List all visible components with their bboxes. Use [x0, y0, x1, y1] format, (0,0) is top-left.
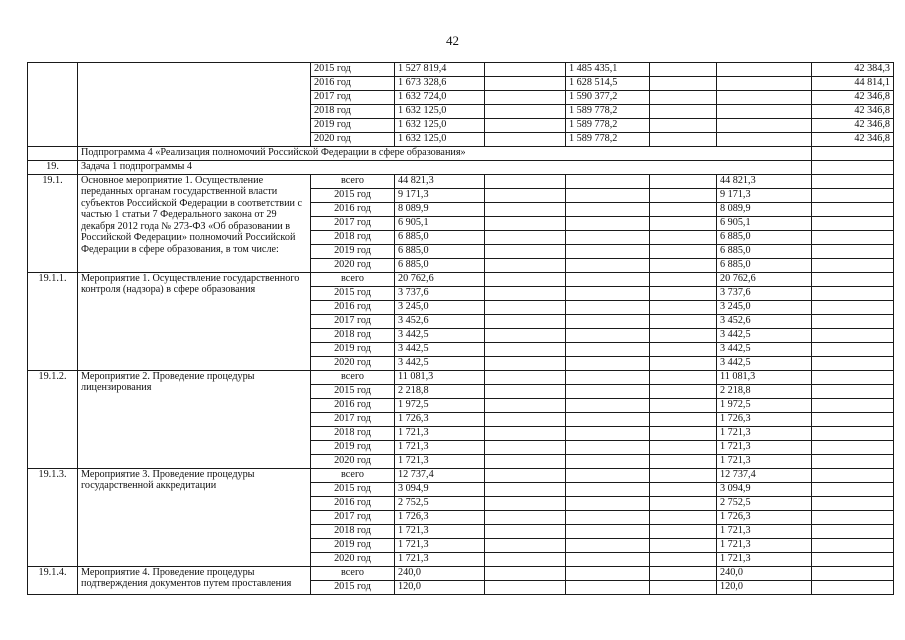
empty-cell: [566, 539, 650, 553]
fed-cell: 1 485 435,1: [566, 63, 650, 77]
regional-cell: 11 081,3: [717, 371, 812, 385]
total-cell: 6 885,0: [395, 231, 485, 245]
empty-cell: [485, 203, 566, 217]
year-cell: 2015 год: [311, 189, 395, 203]
regional-cell: 3 442,5: [717, 329, 812, 343]
empty-cell: [485, 329, 566, 343]
empty-cell: [566, 385, 650, 399]
empty-cell: [812, 189, 894, 203]
empty-cell: [28, 147, 78, 161]
empty-cell: [812, 329, 894, 343]
regional-cell: 3 442,5: [717, 357, 812, 371]
total-cell: 3 094,9: [395, 483, 485, 497]
subprogram-title: Подпрограмма 4 «Реализация полномочий Российской Федерации в сфере образования»: [78, 147, 812, 161]
empty-cell: [812, 497, 894, 511]
year-cell: 2016 год: [311, 497, 395, 511]
empty-cell: [485, 581, 566, 595]
empty-cell: [650, 567, 717, 581]
fed-cell: 1 589 778,2: [566, 133, 650, 147]
empty-cell: [812, 203, 894, 217]
empty-cell: [812, 301, 894, 315]
fed-cell: 1 589 778,2: [566, 105, 650, 119]
empty-cell: [485, 105, 566, 119]
regional-cell: 6 885,0: [717, 259, 812, 273]
item-name: Мероприятие 3. Проведение процедуры государственной аккредитации: [78, 469, 311, 567]
regional-cell: 9 171,3: [717, 189, 812, 203]
regional-cell: 240,0: [717, 567, 812, 581]
empty-cell: [812, 147, 894, 161]
year-cell: 2020 год: [311, 357, 395, 371]
task-num: 19.: [28, 161, 78, 175]
empty-cell: [650, 553, 717, 567]
empty-cell: [717, 105, 812, 119]
empty-cell: [485, 273, 566, 287]
empty-cell: [650, 119, 717, 133]
total-cell: 1 527 819,4: [395, 63, 485, 77]
total-cell: 1 673 328,6: [395, 77, 485, 91]
other-cell: 42 346,8: [812, 91, 894, 105]
empty-cell: [485, 553, 566, 567]
empty-cell: [812, 553, 894, 567]
empty-cell: [650, 175, 717, 189]
empty-cell: [812, 469, 894, 483]
empty-cell: [566, 371, 650, 385]
total-cell: 1 721,3: [395, 525, 485, 539]
empty-cell: [485, 245, 566, 259]
regional-cell: 8 089,9: [717, 203, 812, 217]
task-row: [28, 161, 894, 175]
empty-cell: [650, 91, 717, 105]
empty-cell: [485, 413, 566, 427]
empty-cell: [650, 371, 717, 385]
regional-cell: 6 885,0: [717, 231, 812, 245]
empty-cell: [485, 469, 566, 483]
total-cell: 1 632 125,0: [395, 119, 485, 133]
empty-cell: [566, 413, 650, 427]
empty-cell: [812, 343, 894, 357]
empty-cell: [566, 259, 650, 273]
year-cell: 2020 год: [311, 133, 395, 147]
empty-cell: [812, 259, 894, 273]
empty-cell: [650, 497, 717, 511]
empty-cell: [650, 63, 717, 77]
total-cell: 2 218,8: [395, 385, 485, 399]
total-cell: 1 721,3: [395, 455, 485, 469]
total-cell: 11 081,3: [395, 371, 485, 385]
year-cell: 2017 год: [311, 91, 395, 105]
empty-cell: [650, 231, 717, 245]
year-cell: 2017 год: [311, 413, 395, 427]
empty-cell: [650, 525, 717, 539]
empty-cell: [566, 287, 650, 301]
year-cell: 2019 год: [311, 441, 395, 455]
regional-cell: 2 218,8: [717, 385, 812, 399]
year-cell: 2016 год: [311, 77, 395, 91]
other-cell: 42 346,8: [812, 105, 894, 119]
empty-cell: [566, 245, 650, 259]
total-cell: 3 737,6: [395, 287, 485, 301]
empty-cell: [650, 329, 717, 343]
empty-cell: [485, 357, 566, 371]
total-cell: 9 171,3: [395, 189, 485, 203]
empty-cell: [566, 357, 650, 371]
regional-cell: 6 885,0: [717, 245, 812, 259]
empty-cell: [812, 273, 894, 287]
empty-cell: [566, 455, 650, 469]
empty-cell: [566, 553, 650, 567]
empty-cell: [650, 469, 717, 483]
total-cell: 240,0: [395, 567, 485, 581]
total-cell: 20 762,6: [395, 273, 485, 287]
total-cell: 1 721,3: [395, 539, 485, 553]
empty-cell: [650, 315, 717, 329]
num-cell: [28, 63, 78, 147]
item-name: Мероприятие 4. Проведение процедуры подтверждения документов путем проставления: [78, 567, 311, 595]
empty-cell: [566, 217, 650, 231]
regional-cell: 1 721,3: [717, 455, 812, 469]
empty-cell: [485, 399, 566, 413]
empty-cell: [812, 511, 894, 525]
table-body: [28, 63, 894, 595]
fed-cell: 1 589 778,2: [566, 119, 650, 133]
year-cell: 2018 год: [311, 329, 395, 343]
empty-cell: [650, 287, 717, 301]
empty-cell: [485, 441, 566, 455]
regional-cell: 2 752,5: [717, 497, 812, 511]
year-cell: 2017 год: [311, 217, 395, 231]
year-cell: 2019 год: [311, 539, 395, 553]
item-num: 19.1.1.: [28, 273, 78, 371]
regional-cell: 44 821,3: [717, 175, 812, 189]
empty-cell: [566, 175, 650, 189]
empty-cell: [812, 217, 894, 231]
total-cell: 1 721,3: [395, 553, 485, 567]
year-cell: 2020 год: [311, 553, 395, 567]
empty-cell: [812, 455, 894, 469]
empty-cell: [650, 441, 717, 455]
year-cell: всего: [311, 371, 395, 385]
total-cell: 8 089,9: [395, 203, 485, 217]
total-cell: 6 905,1: [395, 217, 485, 231]
total-cell: 3 442,5: [395, 329, 485, 343]
page-number: 42: [446, 33, 459, 48]
regional-cell: 1 721,3: [717, 539, 812, 553]
total-cell: 1 632 125,0: [395, 133, 485, 147]
empty-cell: [812, 231, 894, 245]
other-cell: 42 384,3: [812, 63, 894, 77]
year-cell: 2015 год: [311, 483, 395, 497]
item-num: 19.1.4.: [28, 567, 78, 595]
empty-cell: [650, 77, 717, 91]
empty-cell: [485, 259, 566, 273]
empty-cell: [650, 455, 717, 469]
table-row: [28, 273, 894, 287]
item-num: 19.1.3.: [28, 469, 78, 567]
year-cell: 2016 год: [311, 301, 395, 315]
empty-cell: [650, 273, 717, 287]
regional-cell: 12 737,4: [717, 469, 812, 483]
empty-cell: [717, 63, 812, 77]
year-cell: 2015 год: [311, 287, 395, 301]
year-cell: 2019 год: [311, 119, 395, 133]
empty-cell: [566, 469, 650, 483]
empty-cell: [812, 385, 894, 399]
empty-cell: [717, 91, 812, 105]
total-cell: 1 721,3: [395, 441, 485, 455]
total-cell: 1 726,3: [395, 413, 485, 427]
regional-cell: 1 721,3: [717, 553, 812, 567]
empty-cell: [650, 483, 717, 497]
year-cell: 2020 год: [311, 455, 395, 469]
empty-cell: [812, 581, 894, 595]
empty-cell: [566, 525, 650, 539]
empty-cell: [650, 105, 717, 119]
regional-cell: 1 726,3: [717, 511, 812, 525]
year-cell: всего: [311, 175, 395, 189]
total-cell: 6 885,0: [395, 245, 485, 259]
empty-cell: [485, 511, 566, 525]
empty-cell: [650, 427, 717, 441]
empty-cell: [485, 455, 566, 469]
empty-cell: [566, 315, 650, 329]
empty-cell: [485, 539, 566, 553]
empty-cell: [650, 259, 717, 273]
item-num: 19.1.: [28, 175, 78, 273]
empty-cell: [566, 343, 650, 357]
total-cell: 3 442,5: [395, 357, 485, 371]
regional-cell: 3 442,5: [717, 343, 812, 357]
total-cell: 3 245,0: [395, 301, 485, 315]
year-cell: 2018 год: [311, 525, 395, 539]
empty-cell: [485, 217, 566, 231]
empty-cell: [650, 413, 717, 427]
regional-cell: 120,0: [717, 581, 812, 595]
empty-cell: [650, 217, 717, 231]
total-cell: 3 452,6: [395, 315, 485, 329]
item-name: Мероприятие 2. Проведение процедуры лицензирования: [78, 371, 311, 469]
empty-cell: [566, 301, 650, 315]
empty-cell: [717, 133, 812, 147]
year-cell: всего: [311, 469, 395, 483]
empty-cell: [812, 245, 894, 259]
empty-cell: [485, 497, 566, 511]
empty-cell: [485, 63, 566, 77]
year-cell: 2017 год: [311, 511, 395, 525]
empty-cell: [485, 119, 566, 133]
regional-cell: 3 737,6: [717, 287, 812, 301]
regional-cell: 1 721,3: [717, 441, 812, 455]
empty-cell: [812, 441, 894, 455]
empty-cell: [650, 189, 717, 203]
subprogram-row: [28, 147, 894, 161]
empty-cell: [650, 511, 717, 525]
year-cell: 2017 год: [311, 315, 395, 329]
empty-cell: [812, 357, 894, 371]
empty-cell: [650, 581, 717, 595]
year-cell: 2020 год: [311, 259, 395, 273]
empty-cell: [485, 483, 566, 497]
table-row: [28, 371, 894, 385]
regional-cell: 1 721,3: [717, 525, 812, 539]
regional-cell: 3 094,9: [717, 483, 812, 497]
table-row: [28, 567, 894, 581]
empty-cell: [485, 343, 566, 357]
empty-cell: [485, 287, 566, 301]
empty-cell: [717, 77, 812, 91]
year-cell: 2016 год: [311, 399, 395, 413]
year-cell: 2019 год: [311, 245, 395, 259]
empty-cell: [485, 427, 566, 441]
fed-cell: 1 628 514,5: [566, 77, 650, 91]
empty-cell: [717, 119, 812, 133]
empty-cell: [812, 287, 894, 301]
total-cell: 1 726,3: [395, 511, 485, 525]
empty-cell: [650, 245, 717, 259]
empty-cell: [650, 357, 717, 371]
empty-cell: [485, 175, 566, 189]
empty-cell: [566, 273, 650, 287]
empty-cell: [485, 315, 566, 329]
total-cell: 1 632 724,0: [395, 91, 485, 105]
empty-cell: [485, 385, 566, 399]
total-cell: 120,0: [395, 581, 485, 595]
year-cell: 2018 год: [311, 105, 395, 119]
regional-cell: 1 726,3: [717, 413, 812, 427]
year-cell: 2018 год: [311, 231, 395, 245]
year-cell: всего: [311, 567, 395, 581]
regional-cell: 3 452,6: [717, 315, 812, 329]
empty-cell: [485, 371, 566, 385]
budget-table: [27, 62, 894, 595]
empty-cell: [650, 399, 717, 413]
top-block-row: [28, 63, 894, 77]
other-cell: 42 346,8: [812, 133, 894, 147]
empty-cell: [485, 525, 566, 539]
regional-cell: 6 905,1: [717, 217, 812, 231]
task-title: Задача 1 подпрограммы 4: [78, 161, 812, 175]
empty-cell: [812, 413, 894, 427]
name-cell: [78, 63, 311, 147]
year-cell: всего: [311, 273, 395, 287]
regional-cell: 20 762,6: [717, 273, 812, 287]
empty-cell: [485, 77, 566, 91]
year-cell: 2015 год: [311, 385, 395, 399]
total-cell: 1 972,5: [395, 399, 485, 413]
empty-cell: [566, 329, 650, 343]
year-cell: 2015 год: [311, 63, 395, 77]
empty-cell: [566, 497, 650, 511]
empty-cell: [566, 581, 650, 595]
empty-cell: [812, 175, 894, 189]
empty-cell: [485, 301, 566, 315]
empty-cell: [566, 399, 650, 413]
empty-cell: [566, 203, 650, 217]
empty-cell: [650, 539, 717, 553]
item-name: Мероприятие 1. Осуществление государственного контроля (надзора) в сфере образования: [78, 273, 311, 371]
empty-cell: [812, 567, 894, 581]
total-cell: 2 752,5: [395, 497, 485, 511]
total-cell: 1 632 125,0: [395, 105, 485, 119]
empty-cell: [566, 441, 650, 455]
empty-cell: [485, 133, 566, 147]
item-name: Основное мероприятие 1. Осуществление переданных органам государственной власти субъектов Российской Федерации в соответствии с частью 1 статьи 7 Федерального закона от 29 декабря 2012 года № 273-ФЗ «Об образовании в Российской Федерации» полномочий Российской Федерации в сфере образования, в том числе:: [78, 175, 311, 273]
other-cell: 42 346,8: [812, 119, 894, 133]
table-row: [28, 175, 894, 189]
empty-cell: [566, 231, 650, 245]
empty-cell: [566, 427, 650, 441]
empty-cell: [812, 539, 894, 553]
regional-cell: 1 721,3: [717, 427, 812, 441]
empty-cell: [485, 567, 566, 581]
total-cell: 3 442,5: [395, 343, 485, 357]
empty-cell: [485, 189, 566, 203]
empty-cell: [566, 483, 650, 497]
year-cell: 2018 год: [311, 427, 395, 441]
empty-cell: [812, 371, 894, 385]
year-cell: 2015 год: [311, 581, 395, 595]
empty-cell: [566, 511, 650, 525]
table-row: [28, 469, 894, 483]
empty-cell: [485, 91, 566, 105]
empty-cell: [566, 567, 650, 581]
total-cell: 1 721,3: [395, 427, 485, 441]
total-cell: 44 821,3: [395, 175, 485, 189]
empty-cell: [485, 231, 566, 245]
empty-cell: [812, 399, 894, 413]
empty-cell: [650, 301, 717, 315]
regional-cell: 1 972,5: [717, 399, 812, 413]
empty-cell: [566, 189, 650, 203]
regional-cell: 3 245,0: [717, 301, 812, 315]
empty-cell: [650, 203, 717, 217]
item-num: 19.1.2.: [28, 371, 78, 469]
year-cell: 2019 год: [311, 343, 395, 357]
empty-cell: [650, 133, 717, 147]
fed-cell: 1 590 377,2: [566, 91, 650, 105]
empty-cell: [812, 525, 894, 539]
empty-cell: [812, 315, 894, 329]
year-cell: 2016 год: [311, 203, 395, 217]
empty-cell: [812, 161, 894, 175]
empty-cell: [812, 483, 894, 497]
empty-cell: [650, 343, 717, 357]
other-cell: 44 814,1: [812, 77, 894, 91]
empty-cell: [812, 427, 894, 441]
empty-cell: [650, 385, 717, 399]
total-cell: 12 737,4: [395, 469, 485, 483]
total-cell: 6 885,0: [395, 259, 485, 273]
